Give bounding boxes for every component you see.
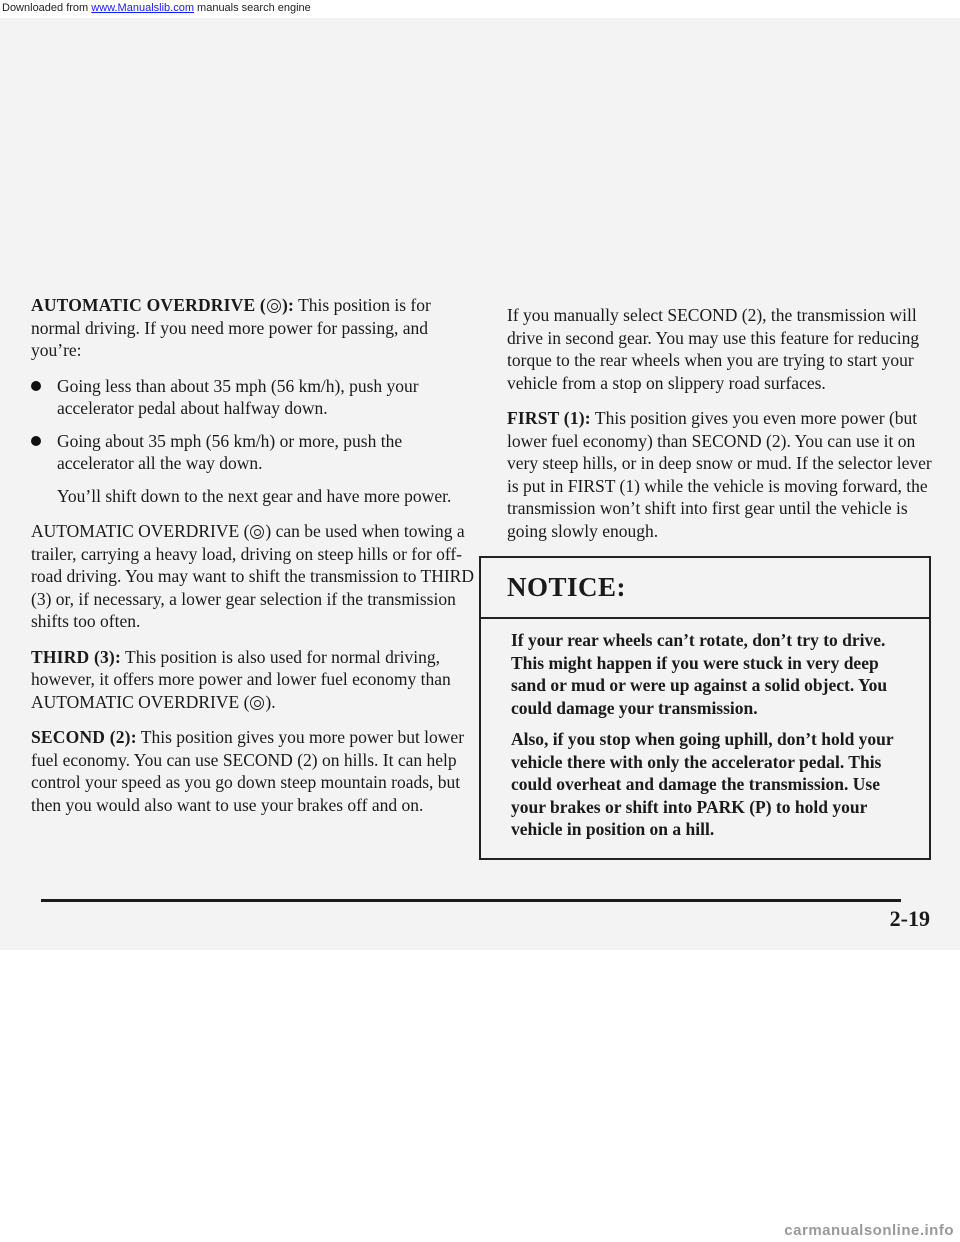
notice-paragraph-1: If your rear wheels can’t rotate, don’t try to drive. This might happen if you were stuck in very deep sand or mud or were up against a solid object. You could damage your transmission.: [511, 630, 888, 718]
download-suffix: manuals search engine: [193, 2, 311, 14]
left-column: [31, 294, 476, 829]
second-gear-paragraph: SECOND (2): This position gives you more power but lower fuel economy. You can use SECOND (2) on hills. It can help control your speed as you go down steep mountain roads, but then you would also want to use your brakes off and on.: [31, 727, 465, 815]
overdrive-towing-paragraph: AUTOMATIC OVERDRIVE ( ) can be used when towing a trailer, carrying a heavy load, driving on steep hills or for off-road driving. You may want to shift the transmission to THIRD (3) or, if necessary, a lower gear selection if the transmission shifts too often.: [31, 521, 474, 631]
notice-title: NOTICE:: [507, 572, 627, 602]
first-gear-paragraph: FIRST (1): This position gives you even more power (but lower fuel economy) than SECOND (2). You can use it on very steep hills, or in deep snow or mud. If the selector lever is put in FIRST (1) while the vehicle is moving forward, the transmission won’t shift into first gear until the vehicle is going slowly enough.: [507, 408, 932, 541]
watermark-brand: carmanualsonline.info: [784, 1222, 954, 1239]
second-term: SECOND (2):: [31, 727, 137, 747]
bullet-item: Going about 35 mph (56 km/h) or more, push the accelerator all the way down.: [31, 430, 476, 475]
watermark-footer: [0, 1222, 960, 1242]
notice-box: [479, 556, 931, 860]
overdrive-icon: [250, 696, 264, 710]
third-gear-paragraph: THIRD (3): This position is also used for normal driving, however, it offers more power and lower fuel economy than AUTOMATIC OVERDRIVE ( ).: [31, 646, 451, 712]
manualslib-link[interactable]: www.Manualslib.com: [91, 2, 194, 14]
bullet-dot-icon: [31, 436, 41, 446]
bullet-item: Going less than about 35 mph (56 km/h), push your accelerator pedal about halfway down.: [31, 375, 476, 420]
manual-second-paragraph: If you manually select SECOND (2), the transmission will drive in second gear. You may use this feature for reducing torque to the rear wheels when you are trying to start your vehicle from a stop on slippery road surfaces.: [507, 305, 920, 393]
page-number: 2-19: [889, 906, 930, 931]
download-header: [2, 2, 311, 14]
automatic-overdrive-term: AUTOMATIC OVERDRIVE ( ):: [31, 295, 295, 315]
automatic-overdrive-paragraph: AUTOMATIC OVERDRIVE ( ): This position is for normal driving. If you need more power for passing, and you’re:: [31, 295, 431, 360]
shift-down-note: You’ll shift down to the next gear and have more power.: [57, 485, 452, 506]
first-term: FIRST (1):: [507, 408, 591, 428]
overdrive-icon: [250, 525, 264, 539]
footer-rule: [41, 899, 901, 902]
right-column: [507, 304, 932, 555]
download-prefix: Downloaded from: [2, 2, 89, 14]
overdrive-icon: [267, 299, 281, 313]
notice-header: [481, 558, 929, 619]
notice-body: [481, 619, 929, 841]
bullet-dot-icon: [31, 381, 41, 391]
notice-paragraph-2: Also, if you stop when going uphill, don’t hold your vehicle there with only the accelerator pedal. This could overheat and damage the transmission. Use your brakes or shift into PARK (P) to hold your vehicle in position on a hill.: [511, 729, 894, 839]
third-term: THIRD (3):: [31, 646, 121, 667]
